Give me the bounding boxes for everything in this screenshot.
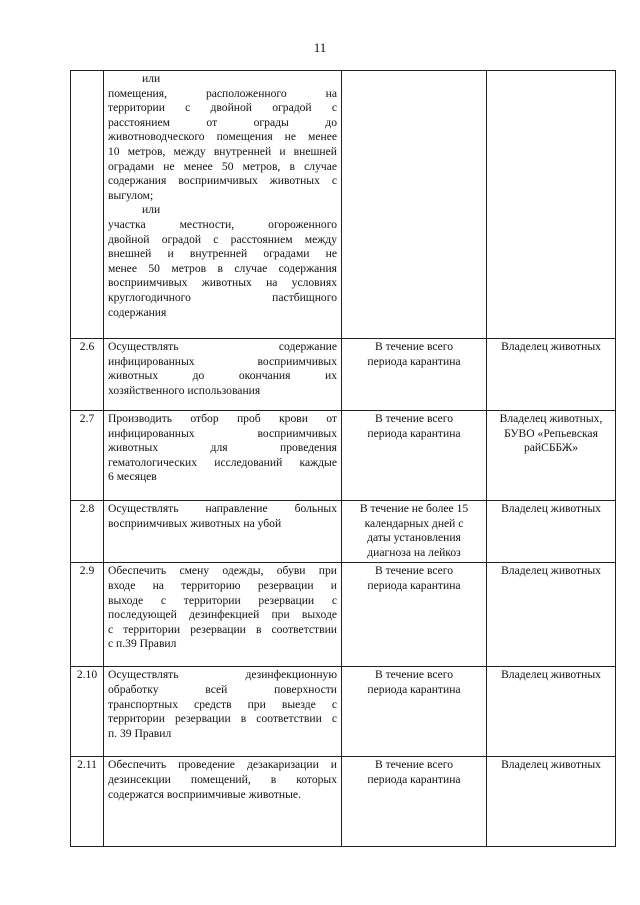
cell-num: 2.9 (71, 563, 104, 667)
term-text-line: В течение всего (374, 758, 454, 772)
cell-responsible (487, 411, 616, 501)
action-text-line: гематологических исследований каждые (108, 455, 337, 469)
cell-term (342, 563, 487, 667)
cell-num (71, 71, 104, 339)
table-row (71, 411, 616, 501)
action-text-line: выходе с территории резервации с (108, 593, 337, 607)
cell-action (104, 757, 342, 847)
responsible-text-line: Владелец животных, (499, 412, 603, 425)
cell-num: 2.10 (71, 667, 104, 757)
table-row (71, 667, 616, 757)
cell-term (342, 757, 487, 847)
action-text-line: содержания (108, 305, 167, 319)
action-text-line: животных до окончания их (108, 369, 337, 383)
responsible-text-line: Владелец животных (501, 564, 601, 578)
cell-num: 2.6 (71, 339, 104, 411)
cell-responsible (487, 757, 616, 847)
cell-term (342, 501, 487, 563)
action-text-line: Обеспечить проведение дезакаризации и (108, 758, 337, 772)
table-row (71, 563, 616, 667)
action-text-line: Осуществлять содержание (108, 340, 337, 353)
action-text-line: обработку всей поверхности (108, 682, 337, 696)
action-text-line: животноводческого помещения не менее (108, 130, 337, 144)
action-text-line: последующей дезинфекцией при выходе (108, 608, 337, 622)
cell-term (342, 667, 487, 757)
action-text-line: или (142, 203, 161, 217)
action-text-line: двойной оградой с расстоянием между (108, 232, 337, 246)
action-text-line: или (142, 72, 161, 85)
action-text-line: участка местности, огороженного (108, 217, 337, 231)
cell-responsible (487, 563, 616, 667)
cell-action (104, 667, 342, 757)
responsible-text-line: БУВО «Репьевская (504, 426, 598, 440)
term-text-line: периода карантина (367, 682, 461, 696)
action-text-line: инфицированных восприимчивых (108, 354, 337, 368)
action-text-line: внешней и внутренней оградами не (108, 247, 337, 261)
action-text-line: территории с двойной оградой с (108, 101, 337, 115)
cell-responsible (487, 71, 616, 339)
action-text-line: выгулом; (108, 188, 154, 202)
action-text-line: входе на территорию резервации и (108, 578, 337, 592)
action-text-line: хозяйственного использования (108, 383, 261, 397)
cell-responsible (487, 339, 616, 411)
action-text-line: восприимчивых животных на убой (108, 516, 282, 530)
cell-action (104, 563, 342, 667)
cell-num: 2.7 (71, 411, 104, 501)
page-number: 11 (313, 40, 327, 55)
term-text-line: В течение всего (374, 564, 454, 578)
action-text-line: содержатся восприимчивые животные. (108, 787, 301, 801)
action-text-line: территории резервации в соответствии с (108, 712, 337, 726)
term-text-line: периода карантина (367, 426, 461, 440)
cell-num: 2.11 (71, 757, 104, 847)
term-text-line: В течение всего (374, 668, 454, 682)
cell-term (342, 71, 487, 339)
responsible-text-line: Владелец животных (501, 340, 601, 353)
responsible-text-line: Владелец животных (501, 668, 601, 682)
term-text-line: даты установления (367, 531, 461, 545)
term-text-line: В течение не более 15 (359, 502, 469, 515)
cell-action (104, 339, 342, 411)
action-text-line: с п.39 Правил (108, 637, 177, 651)
action-text-line: содержания восприимчивых животных с (108, 174, 337, 188)
action-text-line: 6 месяцев (108, 470, 157, 484)
responsible-text-line: райСББЖ» (523, 441, 579, 455)
cell-action (104, 71, 342, 339)
action-text-line: Осуществлять направление больных (108, 502, 337, 515)
action-text-line: помещения, расположенного на (108, 86, 337, 100)
cell-action (104, 411, 342, 501)
cell-term (342, 411, 487, 501)
action-text-line: оградами не менее 50 метров, в случае (108, 159, 337, 173)
table-row (71, 501, 616, 563)
term-text-line: календарных дней с (364, 516, 464, 530)
action-text-line: с территории резервации в соответствии (108, 622, 337, 636)
action-text-line: Осуществлять дезинфекционную (108, 668, 337, 682)
action-text-line: транспортных средств при выезде с (108, 697, 337, 711)
cell-num: 2.8 (71, 501, 104, 563)
action-text-line: менее 50 метров в случае содержания (108, 261, 337, 275)
action-text-line: п. 39 Правил (108, 726, 172, 740)
action-text-line: животных для проведения (108, 441, 337, 455)
cell-responsible (487, 501, 616, 563)
term-text-line: периода карантина (367, 354, 461, 368)
term-text-line: периода карантина (367, 578, 461, 592)
term-text-line: В течение всего (374, 412, 454, 425)
table-row (71, 757, 616, 847)
table-row (71, 339, 616, 411)
action-text-line: дезинсекции помещений, в которых (108, 772, 337, 786)
action-text-line: расстоянием от ограды до (108, 115, 337, 129)
table-row-continuation (71, 71, 616, 339)
term-text-line: В течение всего (374, 340, 454, 353)
term-text-line: диагноза на лейкоз (367, 545, 461, 559)
action-text-line: Производить отбор проб крови от (108, 412, 337, 425)
action-text-line: инфицированных восприимчивых (108, 426, 337, 440)
action-text-line: восприимчивых животных на условиях (108, 276, 337, 290)
cell-action (104, 501, 342, 563)
responsible-text-line: Владелец животных (501, 502, 601, 515)
responsible-text-line: Владелец животных (501, 758, 601, 772)
cell-responsible (487, 667, 616, 757)
cell-term (342, 339, 487, 411)
term-text-line: периода карантина (367, 772, 461, 786)
action-text-line: Обеспечить смену одежды, обуви при (108, 564, 337, 578)
measures-table (70, 70, 616, 847)
action-text-line: круглогодичного пастбищного (108, 290, 337, 304)
action-text-line: 10 метров, между внутренней и внешней (108, 144, 337, 158)
